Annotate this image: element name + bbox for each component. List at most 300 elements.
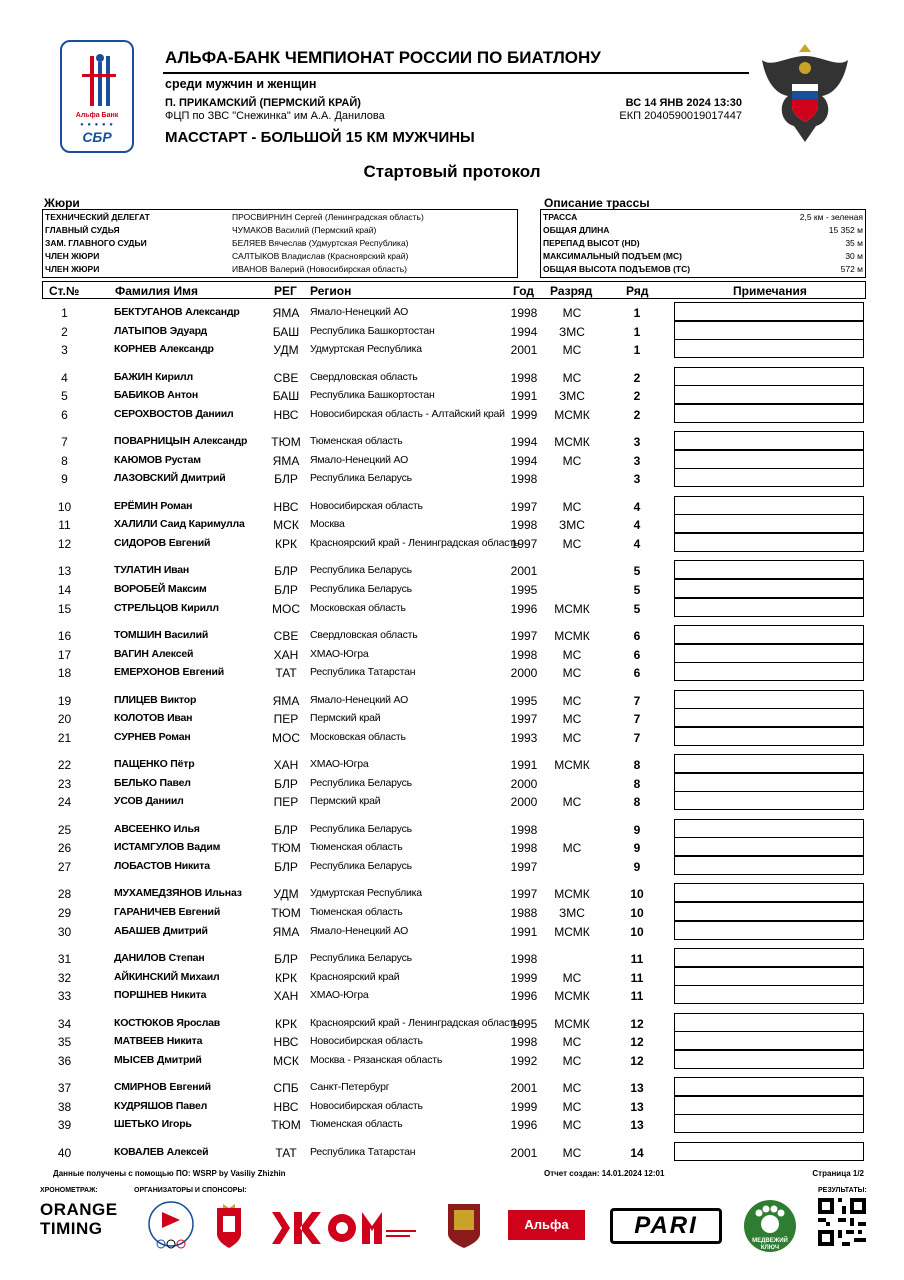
birth-year: 1998 xyxy=(510,370,538,385)
notes-box[interactable] xyxy=(674,837,864,856)
jury-table xyxy=(42,209,518,278)
region-name: Республика Беларусь xyxy=(310,776,412,789)
region-name: Свердловская область xyxy=(310,629,418,641)
athlete-name: ЛОБАСТОВ Никита xyxy=(114,860,210,872)
athlete-name: АВСЕЕНКО Илья xyxy=(114,822,200,835)
sport-rank: МС xyxy=(562,693,582,708)
table-row xyxy=(42,709,866,728)
birth-year: 1997 xyxy=(510,499,538,514)
start-row: 14 xyxy=(630,1145,644,1160)
start-number: 31 xyxy=(57,952,72,966)
report-created: Отчет создан: 14.01.2024 12:01 xyxy=(544,1169,665,1178)
table-row xyxy=(42,986,866,1005)
birth-year: 1996 xyxy=(510,1118,538,1133)
start-number: 36 xyxy=(57,1053,72,1068)
start-number: 34 xyxy=(57,1016,72,1031)
jury-row xyxy=(45,211,424,224)
birth-year: 1997 xyxy=(510,537,538,551)
table-row xyxy=(42,949,866,968)
jury-person: САЛТЫКОВ Владислав (Красноярский край) xyxy=(232,251,409,261)
athlete-name: КОРНЕВ Александр xyxy=(114,343,214,356)
region-name: Республика Беларусь xyxy=(310,952,412,964)
region-code: МОС xyxy=(272,730,300,745)
table-row xyxy=(42,663,866,682)
athlete-name: ЛАТЫПОВ Эдуард xyxy=(114,324,208,337)
region-name: ХМАО-Югра xyxy=(310,758,369,771)
notes-box[interactable] xyxy=(674,921,864,940)
sport-rank: МС xyxy=(562,343,582,358)
start-row: 1 xyxy=(633,343,641,358)
birth-year: 1998 xyxy=(510,306,538,320)
track-value: 30 м xyxy=(845,251,863,261)
start-number: 39 xyxy=(57,1118,72,1133)
athlete-name: БЕЛЬКО Павел xyxy=(114,776,191,789)
start-number: 17 xyxy=(57,647,72,662)
region-code: БЛР xyxy=(274,952,298,966)
birth-year: 1997 xyxy=(510,887,538,902)
sport-rank: ЗМС xyxy=(559,324,585,339)
region-code: МСК xyxy=(273,518,299,533)
track-key: ПЕРЕПАД ВЫСОТ (HD) xyxy=(543,238,640,248)
athlete-name: СМИРНОВ Евгений xyxy=(114,1081,211,1094)
notes-box[interactable] xyxy=(674,1031,864,1050)
table-row xyxy=(42,340,866,359)
region-name: Республика Беларусь xyxy=(310,822,412,835)
start-row: 5 xyxy=(633,583,641,597)
table-row xyxy=(42,386,866,405)
start-row: 6 xyxy=(633,666,641,681)
notes-box[interactable] xyxy=(674,560,864,579)
table-row xyxy=(42,626,866,645)
region-code: ЯМА xyxy=(272,924,300,939)
page-number: Страница 1/2 xyxy=(812,1169,864,1178)
notes-box[interactable] xyxy=(674,662,864,681)
birth-year: 1988 xyxy=(510,906,538,920)
notes-box[interactable] xyxy=(674,533,864,552)
start-row: 4 xyxy=(633,499,641,514)
birth-year: 1991 xyxy=(510,758,538,773)
notes-box[interactable] xyxy=(674,625,864,644)
region-name: Красноярский край - Ленинградская область xyxy=(310,1016,520,1029)
start-number: 24 xyxy=(57,795,72,810)
region-code: БЛР xyxy=(274,564,298,579)
col-region: Регион xyxy=(310,284,352,298)
notes-box[interactable] xyxy=(674,1077,864,1096)
notes-box[interactable] xyxy=(674,727,864,746)
region-code: ТЮМ xyxy=(271,435,301,450)
start-row: 7 xyxy=(633,730,641,745)
results-label: РЕЗУЛЬТАТЫ: xyxy=(818,1187,867,1194)
start-row: 1 xyxy=(633,306,641,320)
sport-rank: МС xyxy=(562,1035,582,1050)
notes-box[interactable] xyxy=(674,883,864,902)
notes-box[interactable] xyxy=(674,948,864,967)
region-code: МОС xyxy=(272,601,300,616)
athlete-name: АЙКИНСКИЙ Михаил xyxy=(114,970,220,983)
athlete-name: ПОВАРНИЦЫН Александр xyxy=(114,435,248,448)
start-number: 5 xyxy=(61,389,68,404)
sport-rank: МС xyxy=(562,1099,582,1114)
athlete-name: ПАЩЕНКО Пётр xyxy=(114,758,195,771)
jury-row xyxy=(45,224,376,237)
col-start-number: Ст.№ xyxy=(49,284,80,298)
region-name: Ямало-Ненецкий АО xyxy=(310,693,409,706)
table-row xyxy=(42,838,866,857)
notes-box[interactable] xyxy=(674,754,864,773)
table-row xyxy=(42,645,866,664)
notes-box[interactable] xyxy=(674,450,864,469)
sport-rank: МС xyxy=(562,453,582,468)
table-row xyxy=(42,469,866,488)
notes-box[interactable] xyxy=(674,644,864,663)
athlete-name: ИСТАМГУЛОВ Вадим xyxy=(114,841,221,854)
biathlete-icon xyxy=(78,52,118,112)
sport-rank: МС xyxy=(562,712,582,727)
track-row xyxy=(543,224,863,237)
notes-box[interactable] xyxy=(674,385,864,404)
birth-year: 1996 xyxy=(510,601,538,616)
region-code: ТЮМ xyxy=(271,906,301,920)
region-name: Тюменская область xyxy=(310,1118,403,1131)
start-number: 12 xyxy=(57,537,72,551)
timing-label: ХРОНОМЕТРАЖ: xyxy=(40,1187,98,1194)
region-name: Новосибирская область xyxy=(310,1099,423,1112)
table-row xyxy=(42,515,866,534)
sport-rank: МС xyxy=(562,730,582,745)
athlete-name: ГАРАНИЧЕВ Евгений xyxy=(114,906,221,918)
region-code: КРК xyxy=(275,537,297,551)
region-code: БЛР xyxy=(274,860,298,874)
notes-box[interactable] xyxy=(674,967,864,986)
sport-rank: МС xyxy=(562,970,582,985)
start-number: 19 xyxy=(57,693,72,708)
sbr-logo xyxy=(60,40,134,153)
table-row xyxy=(42,303,866,322)
notes-box[interactable] xyxy=(674,690,864,709)
athlete-name: СЕРОХВОСТОВ Даниил xyxy=(114,407,234,420)
region-name: Республика Беларусь xyxy=(310,564,412,577)
birth-year: 1995 xyxy=(510,693,538,708)
region-code: СПБ xyxy=(273,1081,299,1096)
start-row: 11 xyxy=(630,952,644,966)
table-row xyxy=(42,774,866,793)
region-code: ТАТ xyxy=(275,666,297,681)
start-number: 30 xyxy=(57,924,72,939)
start-row: 3 xyxy=(633,472,641,487)
start-number: 40 xyxy=(57,1145,72,1160)
notes-box[interactable] xyxy=(674,1096,864,1115)
region-name: Тюменская область xyxy=(310,435,403,448)
notes-box[interactable] xyxy=(674,1114,864,1133)
athlete-name: ВОРОБЕЙ Максим xyxy=(114,583,207,595)
athlete-name: АБАШЕВ Дмитрий xyxy=(114,924,208,937)
sport-rank: МС xyxy=(562,306,582,320)
col-year: Год xyxy=(513,284,534,298)
notes-box[interactable] xyxy=(674,468,864,487)
table-row xyxy=(42,322,866,341)
start-number: 27 xyxy=(57,860,72,874)
start-number: 11 xyxy=(58,518,71,533)
start-row: 9 xyxy=(633,822,641,837)
table-row xyxy=(42,451,866,470)
start-number: 3 xyxy=(61,343,68,358)
col-notes: Примечания xyxy=(733,284,807,298)
jury-role: ЗАМ. ГЛАВНОГО СУДЬИ xyxy=(45,238,147,248)
athlete-name: СИДОРОВ Евгений xyxy=(114,537,211,549)
notes-box[interactable] xyxy=(674,339,864,358)
track-key: ОБЩАЯ ВЫСОТА ПОДЪЕМОВ (ТС) xyxy=(543,264,691,274)
region-code: НВС xyxy=(273,1035,299,1050)
athlete-name: ЛАЗОВСКИЙ Дмитрий xyxy=(114,472,226,485)
birth-year: 1998 xyxy=(510,518,538,533)
region-code: УДМ xyxy=(273,343,299,358)
sport-rank: МСМК xyxy=(554,407,590,422)
notes-box[interactable] xyxy=(674,1013,864,1032)
sport-rank: МСМК xyxy=(554,601,590,616)
start-row: 6 xyxy=(633,647,641,662)
table-row xyxy=(42,728,866,747)
sbr-label: СБР xyxy=(82,129,112,145)
track-table xyxy=(540,209,866,278)
region-code: БЛР xyxy=(274,776,298,791)
notes-box[interactable] xyxy=(674,856,864,875)
birth-year: 1993 xyxy=(510,730,538,745)
start-row: 10 xyxy=(630,906,644,920)
region-code: ХАН xyxy=(273,647,299,662)
start-row: 11 xyxy=(630,970,644,985)
athlete-name: МАТВЕЕВ Никита xyxy=(114,1035,203,1048)
birth-year: 1996 xyxy=(510,989,538,1004)
birth-year: 1998 xyxy=(510,822,538,837)
table-row xyxy=(42,857,866,876)
jury-row xyxy=(45,250,408,263)
athlete-name: БЕКТУГАНОВ Александр xyxy=(114,306,240,318)
qr-code-icon[interactable] xyxy=(818,1198,866,1246)
region-code: ЯМА xyxy=(272,693,300,708)
notes-box[interactable] xyxy=(674,985,864,1004)
athlete-name: ЕРЁМИН Роман xyxy=(114,499,193,512)
sport-rank: МС xyxy=(562,370,582,385)
birth-year: 1995 xyxy=(510,583,538,597)
notes-box[interactable] xyxy=(674,773,864,792)
notes-box[interactable] xyxy=(674,367,864,386)
start-number: 13 xyxy=(57,564,72,579)
start-number: 37 xyxy=(57,1081,72,1096)
track-value: 572 м xyxy=(840,264,863,274)
sport-rank: МС xyxy=(562,841,582,856)
birth-year: 1994 xyxy=(510,453,538,468)
region-name: ХМАО-Югра xyxy=(310,989,369,1002)
table-row xyxy=(42,820,866,839)
jury-role: ЧЛЕН ЖЮРИ xyxy=(45,264,100,274)
col-name: Фамилия Имя xyxy=(115,284,199,298)
track-value: 15 352 м xyxy=(828,225,863,235)
jury-role: ТЕХНИЧЕСКИЙ ДЕЛЕГАТ xyxy=(45,212,150,222)
start-number: 25 xyxy=(57,822,72,837)
region-name: Ямало-Ненецкий АО xyxy=(310,924,409,937)
notes-box[interactable] xyxy=(674,514,864,533)
athlete-name: ХАЛИЛИ Саид Каримулла xyxy=(114,518,245,531)
table-row xyxy=(42,561,866,580)
start-number: 35 xyxy=(57,1035,72,1050)
birth-year: 1999 xyxy=(510,970,538,985)
birth-year: 1991 xyxy=(510,924,538,939)
start-number: 10 xyxy=(57,499,72,514)
athlete-name: КАЮМОВ Рустам xyxy=(114,453,201,466)
sport-rank: МС xyxy=(562,537,582,551)
start-row: 5 xyxy=(633,601,641,616)
notes-box[interactable] xyxy=(674,902,864,921)
start-number: 6 xyxy=(61,407,68,422)
notes-box[interactable] xyxy=(674,791,864,810)
start-number: 9 xyxy=(61,472,68,487)
notes-box[interactable] xyxy=(674,579,864,598)
orange-timing-line2: TIMING xyxy=(40,1219,103,1238)
start-number: 4 xyxy=(61,370,68,385)
notes-box[interactable] xyxy=(674,496,864,515)
sport-rank: МС xyxy=(562,1145,582,1160)
notes-box[interactable] xyxy=(674,819,864,838)
start-row: 4 xyxy=(633,518,641,533)
notes-box[interactable] xyxy=(674,1050,864,1069)
start-row: 13 xyxy=(630,1081,644,1096)
start-row: 3 xyxy=(633,453,641,468)
start-row: 2 xyxy=(633,389,641,404)
sport-rank: МС xyxy=(562,666,582,681)
region-name: Москва xyxy=(310,518,345,531)
region-name: Новосибирская область xyxy=(310,499,423,512)
start-number: 1 xyxy=(61,306,68,320)
start-number: 32 xyxy=(57,970,72,985)
region-name: Удмуртская Республика xyxy=(310,887,422,900)
region-code: БЛР xyxy=(274,472,298,487)
jury-person: ПРОСВИРНИН Сергей (Ленинградская область) xyxy=(232,212,424,222)
jury-heading: Жюри xyxy=(44,196,80,210)
region-code: КРК xyxy=(275,970,297,985)
region-name: Москва - Рязанская область xyxy=(310,1053,443,1066)
region-name: Новосибирская область - Алтайский край xyxy=(310,407,505,420)
region-name: Республика Беларусь xyxy=(310,583,412,595)
start-row: 8 xyxy=(633,758,641,773)
start-row: 8 xyxy=(633,776,641,791)
birth-year: 2001 xyxy=(510,1145,538,1160)
athlete-name: МЫСЕВ Дмитрий xyxy=(114,1053,202,1066)
birth-year: 1994 xyxy=(510,324,538,339)
perm-region-emblem-icon xyxy=(214,1202,244,1250)
birth-year: 1999 xyxy=(510,1099,538,1114)
notes-box[interactable] xyxy=(674,321,864,340)
sponsors-label: ОРГАНИЗАТОРЫ И СПОНСОРЫ: xyxy=(134,1187,247,1194)
athlete-name: ДАНИЛОВ Степан xyxy=(114,952,205,964)
athlete-name: БАЖИН Кирилл xyxy=(114,370,193,383)
sport-rank: МС xyxy=(562,1081,582,1096)
table-row xyxy=(42,580,866,599)
region-code: ТАТ xyxy=(275,1145,297,1160)
sport-rank: МСМК xyxy=(554,924,590,939)
ukrm-logo xyxy=(268,1208,424,1248)
start-number: 28 xyxy=(57,887,72,902)
start-row: 6 xyxy=(633,629,641,643)
notes-box[interactable] xyxy=(674,431,864,450)
bear-label: МЕДВЕЖИЙ КЛЮЧ xyxy=(752,1238,788,1251)
region-name: ХМАО-Югра xyxy=(310,647,369,660)
athlete-name: МУХАМЕДЗЯНОВ Ильназ xyxy=(114,887,242,900)
table-row xyxy=(42,755,866,774)
track-row xyxy=(543,211,863,224)
birth-year: 1998 xyxy=(510,952,538,966)
track-row xyxy=(543,237,863,250)
birth-year: 1991 xyxy=(510,389,538,404)
start-number: 29 xyxy=(57,906,72,920)
notes-box[interactable] xyxy=(674,302,864,321)
sport-rank: МС xyxy=(562,1118,582,1133)
table-row xyxy=(42,884,866,903)
athlete-name: КОЛОТОВ Иван xyxy=(114,712,193,725)
start-row: 10 xyxy=(630,924,644,939)
sport-rank: МС xyxy=(562,499,582,514)
start-row: 13 xyxy=(630,1118,644,1133)
table-row xyxy=(42,1032,866,1051)
region-name: Ямало-Ненецкий АО xyxy=(310,306,409,318)
start-row: 12 xyxy=(630,1035,644,1050)
region-code: НВС xyxy=(273,499,299,514)
region-code: ПЕР xyxy=(273,795,299,810)
region-code: НВС xyxy=(273,407,299,422)
table-row xyxy=(42,792,866,811)
region-name: Республика Башкортостан xyxy=(310,389,435,402)
col-row: Ряд xyxy=(626,284,649,298)
birth-year: 1998 xyxy=(510,841,538,856)
eagle-emblem-icon xyxy=(758,38,852,154)
region-name: Республика Беларусь xyxy=(310,860,412,872)
olympic-committee-logo xyxy=(140,1200,202,1252)
notes-box[interactable] xyxy=(674,404,864,423)
region-code: НВС xyxy=(273,1099,299,1114)
region-name: Пермский край xyxy=(310,795,381,808)
start-number: 22 xyxy=(57,758,72,773)
region-name: Удмуртская Республика xyxy=(310,343,422,356)
region-code: МСК xyxy=(273,1053,299,1068)
region-name: Республика Башкортостан xyxy=(310,324,435,337)
start-row: 7 xyxy=(633,693,641,708)
col-rank: Разряд xyxy=(550,284,593,298)
start-row: 8 xyxy=(633,795,641,810)
table-row xyxy=(42,405,866,424)
tchaikovsky-emblem-icon xyxy=(444,1200,484,1250)
birth-year: 1997 xyxy=(510,712,538,727)
start-number: 26 xyxy=(57,841,72,856)
start-number: 20 xyxy=(57,712,72,727)
table-row xyxy=(42,922,866,941)
notes-box[interactable] xyxy=(674,708,864,727)
sport-rank: МС xyxy=(562,795,582,810)
notes-box[interactable] xyxy=(674,1142,864,1161)
start-number: 23 xyxy=(57,776,72,791)
table-row xyxy=(42,903,866,922)
sport-rank: МСМК xyxy=(554,435,590,450)
sport-rank: МСМК xyxy=(554,758,590,773)
track-row xyxy=(543,263,863,276)
track-value: 35 м xyxy=(845,238,863,248)
start-number: 15 xyxy=(57,601,72,616)
athlete-name: КОВАЛЕВ Алексей xyxy=(114,1145,209,1158)
notes-box[interactable] xyxy=(674,598,864,617)
region-name: Республика Беларусь xyxy=(310,472,412,485)
region-code: БАШ xyxy=(272,324,300,339)
region-name: Республика Татарстан xyxy=(310,666,416,679)
track-key: ОБЩАЯ ДЛИНА xyxy=(543,225,610,235)
region-code: ХАН xyxy=(273,989,299,1004)
